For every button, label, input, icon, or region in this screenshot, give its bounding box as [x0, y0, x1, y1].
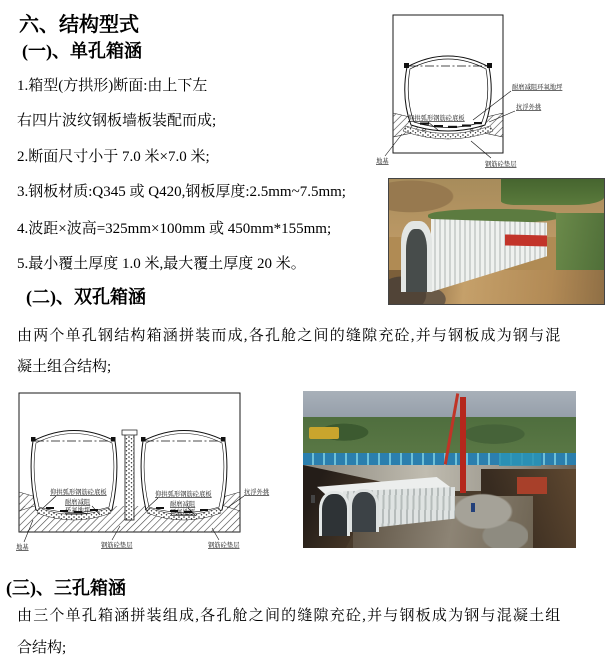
label-invert-slab: 仰拱弧形钢筋砼底板 — [408, 115, 465, 122]
diagram-double-culvert-section — [8, 388, 308, 563]
photo2-worker-2 — [311, 495, 315, 503]
label-epoxy-l1-left: 耐磨减阻 — [65, 499, 91, 506]
item5: 5.最小覆土厚度 1.0 米,最大覆土厚度 20 米。 — [17, 256, 306, 272]
photo1-grass-right — [556, 213, 604, 277]
para2-line2: 凝土组合结构; — [17, 359, 112, 375]
photo2-red-panel — [517, 477, 547, 494]
label-epoxy-l2-left: 环氧地坪 — [65, 507, 91, 514]
photo2-rock-pile — [453, 487, 528, 548]
corner-joint-left — [404, 63, 409, 68]
photo1-culvert-opening — [406, 229, 427, 292]
corner-joint-right — [487, 63, 492, 68]
label-anti-float-2: 抗浮外挑 — [244, 489, 270, 496]
photo2-crane-mast — [460, 397, 466, 493]
photo2-green-hill — [303, 417, 576, 455]
divider-cap — [122, 430, 137, 435]
diagram2-svg — [8, 388, 308, 563]
label-epoxy-l1-right: 耐磨减阻 — [170, 501, 196, 508]
heading-double-culvert: (二)、双孔箱涵 — [26, 287, 146, 307]
item3: 3.钢板材质:Q345 或 Q420,钢板厚度:2.5mm~7.5mm; — [17, 184, 346, 200]
item4: 4.波距×波高=325mm×100mm 或 450mm*155mm; — [17, 221, 332, 237]
heading-single-culvert: (一)、单孔箱涵 — [22, 41, 142, 61]
photo1-trees — [501, 179, 604, 205]
label-invert-slab-left: 仰拱弧形钢筋砼底板 — [50, 489, 107, 496]
center-divider — [125, 434, 134, 520]
photo1-culvert-front — [401, 221, 432, 292]
item1-line2: 右四片波纹钢板墙板装配而成; — [17, 113, 217, 129]
para3-line2: 合结构; — [17, 640, 67, 656]
para3-line1: 由三个单孔箱涵拼装组成,各孔舱之间的缝隙充砼,并与钢板成为钢与混凝土组 — [17, 608, 562, 624]
item1-line1: 1.箱型(方拱形)断面:由上下左 — [17, 78, 208, 94]
photo2-culvert-opening-2 — [349, 489, 379, 532]
page-title: 六、结构型式 — [19, 14, 139, 36]
diagram-single-culvert-section — [372, 10, 610, 178]
photo-double-culvert — [303, 391, 576, 548]
label-cushion: 钢筋砼垫层 — [485, 161, 517, 168]
heading-triple-culvert: (三)、三孔箱涵 — [6, 578, 126, 598]
label-foundation: 地基 — [376, 158, 389, 165]
photo2-culvert-opening-1 — [319, 491, 350, 536]
label-cushion-mid: 钢筋砼垫层 — [101, 542, 133, 549]
diagram1-svg — [372, 10, 610, 178]
label-epoxy-l2-right: 环氧地坪 — [170, 509, 196, 516]
photo1-red-banner — [505, 234, 547, 246]
photo-single-culvert — [388, 178, 605, 305]
label-anti-float: 抗浮外挑 — [516, 104, 542, 111]
label-epoxy-floor: 耐磨减阻环氧地坪 — [512, 84, 563, 91]
label-foundation-2: 地基 — [16, 544, 29, 551]
label-cushion-right: 钢筋砼垫层 — [208, 542, 240, 549]
label-invert-slab-right: 仰拱弧形钢筋砼底板 — [155, 491, 212, 498]
photo2-excavator — [309, 427, 339, 439]
photo2-worker — [471, 503, 475, 512]
photo2-blue-tarp — [499, 453, 541, 466]
para2-line1: 由两个单孔钢结构箱涵拼装而成,各孔舱之间的缝隙充砼,并与钢板成为钢与混 — [17, 328, 562, 344]
item2: 2.断面尺寸小于 7.0 米×7.0 米; — [17, 149, 210, 165]
